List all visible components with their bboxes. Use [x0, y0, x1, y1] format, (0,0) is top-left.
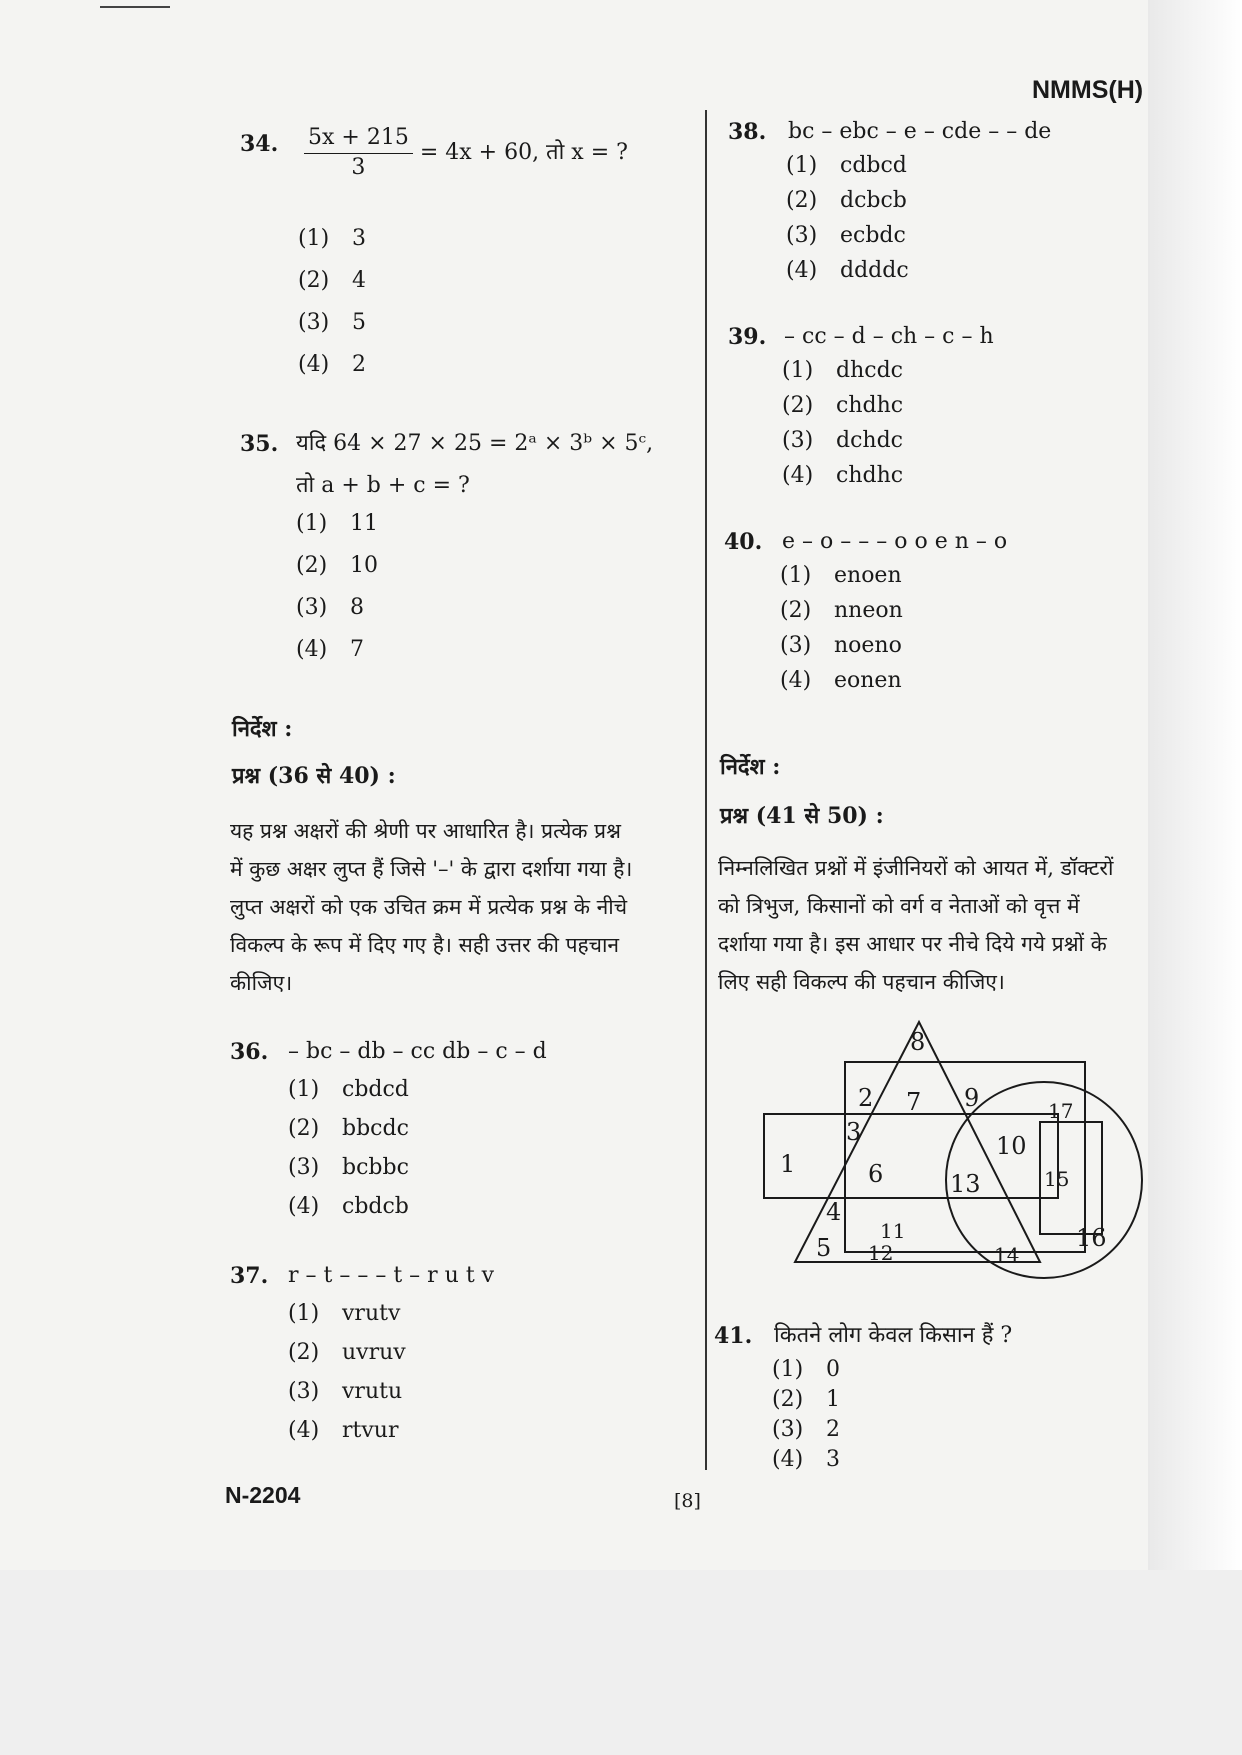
region-label: 15: [1044, 1167, 1070, 1191]
region-label: 3: [846, 1118, 862, 1146]
question-text: r – t – – – t – r u t v: [288, 1263, 495, 1288]
option: (4) cbdcb: [288, 1194, 409, 1219]
region-label: 4: [826, 1198, 842, 1226]
region-label: 11: [880, 1219, 906, 1243]
question-34: [240, 125, 680, 390]
paper-code-footer: N-2204: [225, 1482, 301, 1508]
question-40: [724, 528, 1124, 698]
question-37: [230, 1262, 680, 1442]
option: (2) 10: [296, 553, 378, 578]
question-41: [714, 1322, 1114, 1472]
venn-diagram: [740, 1010, 1150, 1300]
option: (1) 0: [772, 1357, 840, 1382]
option: (1) 11: [296, 511, 378, 536]
option: (4) ddddc: [786, 258, 909, 283]
option: (3) ecbdc: [786, 223, 906, 248]
question-number: 36.: [230, 1039, 269, 1065]
directions-title: निर्देश :: [720, 754, 781, 780]
question-number: 39.: [728, 324, 767, 350]
option: (3) vrutu: [288, 1379, 403, 1404]
page-edge-shadow: [1148, 0, 1242, 1570]
option: (3) bcbbc: [288, 1155, 409, 1180]
region-label: 16: [1076, 1224, 1107, 1252]
question-38: [728, 118, 1128, 288]
top-rule: [100, 6, 170, 8]
question-number: 41.: [714, 1323, 753, 1349]
region-label: 17: [1048, 1099, 1074, 1123]
region-label: 5: [816, 1234, 832, 1262]
option: (1) 3: [298, 226, 366, 251]
option: (4) eonen: [780, 668, 902, 693]
region-label: 14: [994, 1243, 1020, 1267]
option: (3) noeno: [780, 633, 902, 658]
page-number: [8]: [674, 1490, 701, 1512]
option: (2) 4: [298, 268, 366, 293]
region-label: 13: [950, 1170, 981, 1198]
option: (3) 5: [298, 310, 366, 335]
question-number: 35.: [240, 431, 279, 457]
option: (1) enoen: [780, 563, 902, 588]
option: (1) dhcdc: [782, 358, 903, 383]
directions-title: निर्देश :: [232, 716, 293, 742]
region-label: 10: [996, 1132, 1027, 1160]
question-text-line-1: यदि 64 × 27 × 25 = 2ᵃ × 3ᵇ × 5ᶜ,: [296, 431, 654, 456]
equation-rest: = 4x + 60, तो x = ?: [419, 140, 628, 166]
column-divider: [705, 110, 707, 1470]
fraction-numerator: 5x + 215: [304, 124, 413, 154]
region-label: 7: [906, 1088, 922, 1116]
option: (4) 7: [296, 637, 364, 662]
option: (2) dcbcb: [786, 188, 907, 213]
option: (3) dchdc: [782, 428, 903, 453]
option: (1) cdbcd: [786, 153, 907, 178]
option: (3) 8: [296, 595, 364, 620]
option: (2) nneon: [780, 598, 903, 623]
directions-range: प्रश्न (36 से 40) :: [232, 763, 396, 789]
directions-range: प्रश्न (41 से 50) :: [720, 803, 884, 829]
option: (4) 2: [298, 352, 366, 377]
question-number: 40.: [724, 529, 763, 555]
option: (4) chdhc: [782, 463, 904, 488]
paper-code-header: NMMS(H): [1032, 76, 1144, 104]
option: (2) chdhc: [782, 393, 904, 418]
question-text: bc – ebc – e – cde – – de: [788, 119, 1052, 144]
question-number: 34.: [240, 131, 279, 157]
question-text: कितने लोग केवल किसान हैं ?: [774, 1323, 1013, 1348]
directions-text: यह प्रश्न अक्षरों की श्रेणी पर आधारित है। प्रत्येक प्रश्न में कुछ अक्षर लुप्त हैं जिसे '–' के द्वारा दर्शाया गया है। लुप्त अक्षरों को एक उचित क्रम में प्रत्येक प्रश्न के नीचे विकल्प के रूप में दिए गए है। सही उत्तर की पहचान कीजिए।: [230, 819, 633, 995]
question-text: e – o – – – o o e n – o: [782, 529, 1008, 554]
region-label: 9: [964, 1084, 980, 1112]
fraction-denominator: 3: [351, 154, 366, 180]
question-text: – bc – db – cc db – c – d: [288, 1039, 547, 1064]
option: (2) uvruv: [288, 1340, 406, 1365]
option: (1) vrutv: [288, 1301, 401, 1326]
scan-background: [0, 1570, 1242, 1755]
option: (2) bbcdc: [288, 1116, 409, 1141]
region-label: 6: [868, 1160, 884, 1188]
option: (4) 3: [772, 1447, 840, 1472]
question-35: [240, 430, 680, 670]
option: (1) cbdcd: [288, 1077, 409, 1102]
region-label: 12: [868, 1241, 894, 1265]
question-number: 37.: [230, 1263, 269, 1289]
option: (3) 2: [772, 1417, 840, 1442]
region-label: 8: [910, 1028, 926, 1056]
region-label: 1: [780, 1150, 796, 1178]
question-text-line-2: तो a + b + c = ?: [296, 473, 470, 498]
question-number: 38.: [728, 119, 767, 145]
option: (2) 1: [772, 1387, 840, 1412]
question-text: [304, 124, 628, 182]
option: (4) rtvur: [288, 1418, 399, 1443]
directions-text: निम्नलिखित प्रश्नों में इंजीनियरों को आयत में, डॉक्टरों को त्रिभुज, किसानों को वर्ग व नेताओं को वृत्त में दर्शाया गया है। इस आधार पर नीचे दिये गये प्रश्नों के लिए सही विकल्प की पहचान कीजिए।: [718, 856, 1114, 994]
question-36: [230, 1038, 680, 1218]
fraction: [304, 124, 413, 182]
region-label: 2: [858, 1084, 874, 1112]
question-text: – cc – d – ch – c – h: [784, 324, 994, 349]
question-39: [728, 323, 1128, 493]
